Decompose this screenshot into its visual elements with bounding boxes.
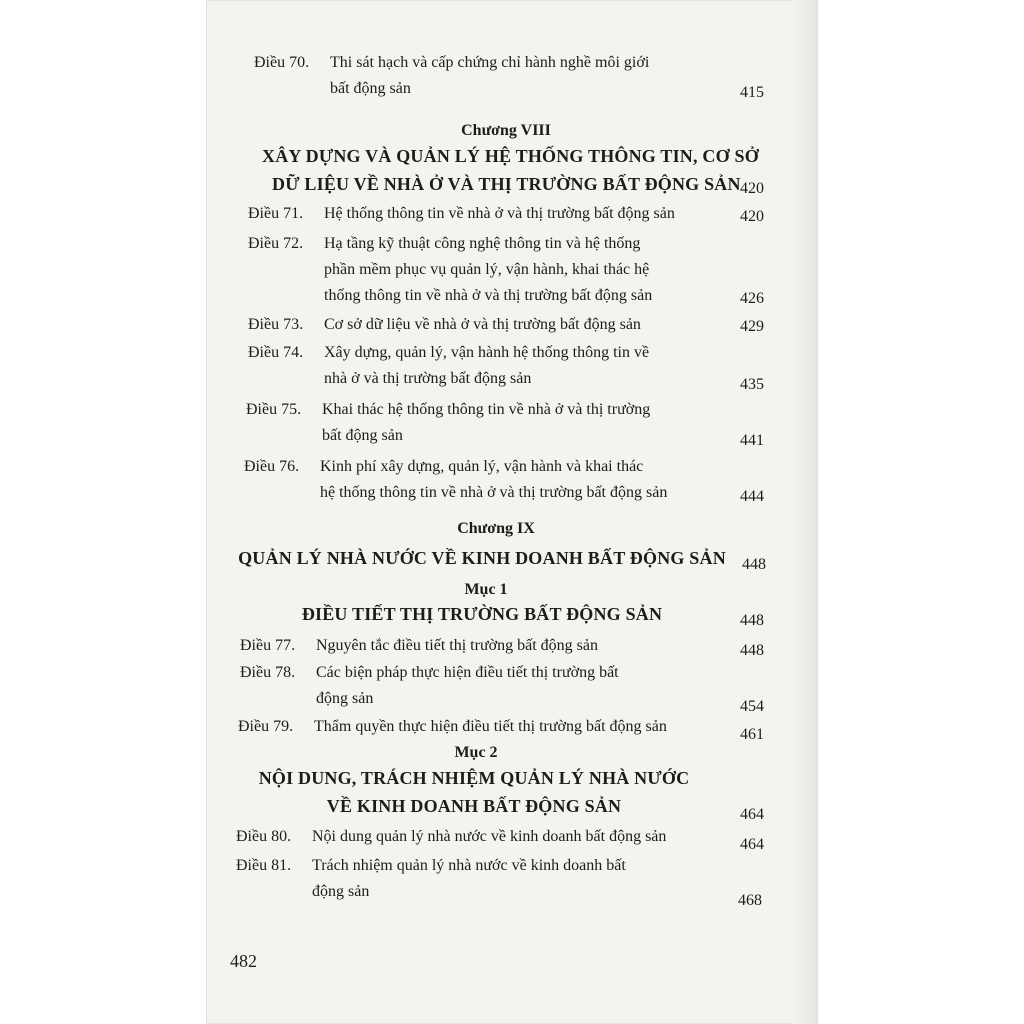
article-title-line: động sản [316, 690, 374, 707]
article-title-line: Trách nhiệm quản lý nhà nước về kinh doanh bất [312, 857, 626, 874]
page-number: 461 [740, 726, 764, 743]
page-number: 448 [740, 642, 764, 659]
article-number: Điều 79. [238, 718, 294, 735]
article-number: Điều 78. [240, 664, 296, 681]
article-title-line: Thẩm quyền thực hiện điều tiết thị trường bất động sản [314, 718, 667, 735]
chapter-title-line: QUẢN LÝ NHÀ NƯỚC VỀ KINH DOANH BẤT ĐỘNG SẢN [238, 548, 726, 568]
article-number: Điều 81. [236, 857, 292, 874]
article-title-line: động sản [312, 883, 370, 900]
article-title-line: Thi sát hạch và cấp chứng chỉ hành nghề môi giới [330, 54, 650, 71]
article-title-line: Khai thác hệ thống thông tin về nhà ở và thị trường [322, 401, 651, 418]
article-number: Điều 76. [244, 458, 300, 475]
article-title-line: Xây dựng, quản lý, vận hành hệ thống thông tin về [324, 344, 650, 361]
article-number: Điều 70. [254, 54, 310, 71]
chapter-label: Chương VIII [461, 122, 551, 139]
article-title-line: Nội dung quản lý nhà nước về kinh doanh bất động sản [312, 828, 667, 845]
page-number: 426 [740, 290, 764, 307]
article-title-line: bất động sản [330, 80, 411, 97]
page-number: 420 [740, 208, 764, 225]
section-title-line: ĐIỀU TIẾT THỊ TRƯỜNG BẤT ĐỘNG SẢN [301, 604, 663, 624]
article-number: Điều 75. [246, 401, 302, 418]
article-title-line: Cơ sở dữ liệu về nhà ở và thị trường bất động sản [324, 316, 641, 333]
section-title-line: NỘI DUNG, TRÁCH NHIỆM QUẢN LÝ NHÀ NƯỚC [258, 768, 690, 788]
article-title-line: Kinh phí xây dựng, quản lý, vận hành và khai thác [320, 458, 644, 475]
page-number: 444 [740, 488, 764, 505]
page-folio: 482 [230, 951, 257, 971]
article-title-line: hệ thống thông tin về nhà ở và thị trường bất động sản [320, 484, 668, 501]
chapter-title-line: XÂY DỰNG VÀ QUẢN LÝ HỆ THỐNG THÔNG TIN, CƠ SỞ [262, 146, 759, 166]
page-number: 468 [738, 892, 762, 909]
article-number: Điều 77. [240, 637, 296, 654]
page-number: 448 [742, 556, 766, 573]
page-number: 441 [740, 432, 764, 449]
page-number: 415 [740, 84, 764, 101]
page-number: 448 [740, 612, 764, 629]
article-title-line: Các biện pháp thực hiện điều tiết thị trường bất [316, 664, 619, 681]
article-number: Điều 74. [248, 344, 304, 361]
article-title-line: Hệ thống thông tin về nhà ở và thị trường bất động sản [324, 205, 675, 222]
page-number: 464 [740, 806, 764, 823]
section-title-line: VỀ KINH DOANH BẤT ĐỘNG SẢN [326, 796, 622, 816]
article-title-line: Nguyên tắc điều tiết thị trường bất động sản [316, 637, 598, 654]
page-number: 454 [740, 698, 764, 715]
article-title-line: thống thông tin về nhà ở và thị trường bất động sản [324, 287, 653, 304]
section-label: Mục 1 [464, 581, 508, 598]
article-number: Điều 73. [248, 316, 304, 333]
page-number: 464 [740, 836, 764, 853]
article-title-line: nhà ở và thị trường bất động sản [324, 370, 532, 387]
article-number: Điều 80. [236, 828, 292, 845]
article-title-line: phần mềm phục vụ quản lý, vận hành, khai thác hệ [324, 261, 650, 278]
page-number: 429 [740, 318, 764, 335]
article-title-line: Hạ tầng kỹ thuật công nghệ thông tin và hệ thống [324, 235, 641, 252]
page-number: 420 [740, 180, 764, 197]
section-label: Mục 2 [454, 744, 498, 761]
article-title-line: bất động sản [322, 427, 403, 444]
article-number: Điều 72. [248, 235, 304, 252]
chapter-title-line: DỮ LIỆU VỀ NHÀ Ở VÀ THỊ TRƯỜNG BẤT ĐỘNG SẢN [272, 174, 741, 194]
article-number: Điều 71. [248, 205, 304, 222]
page-number: 435 [740, 376, 764, 393]
chapter-label: Chương IX [457, 520, 535, 537]
